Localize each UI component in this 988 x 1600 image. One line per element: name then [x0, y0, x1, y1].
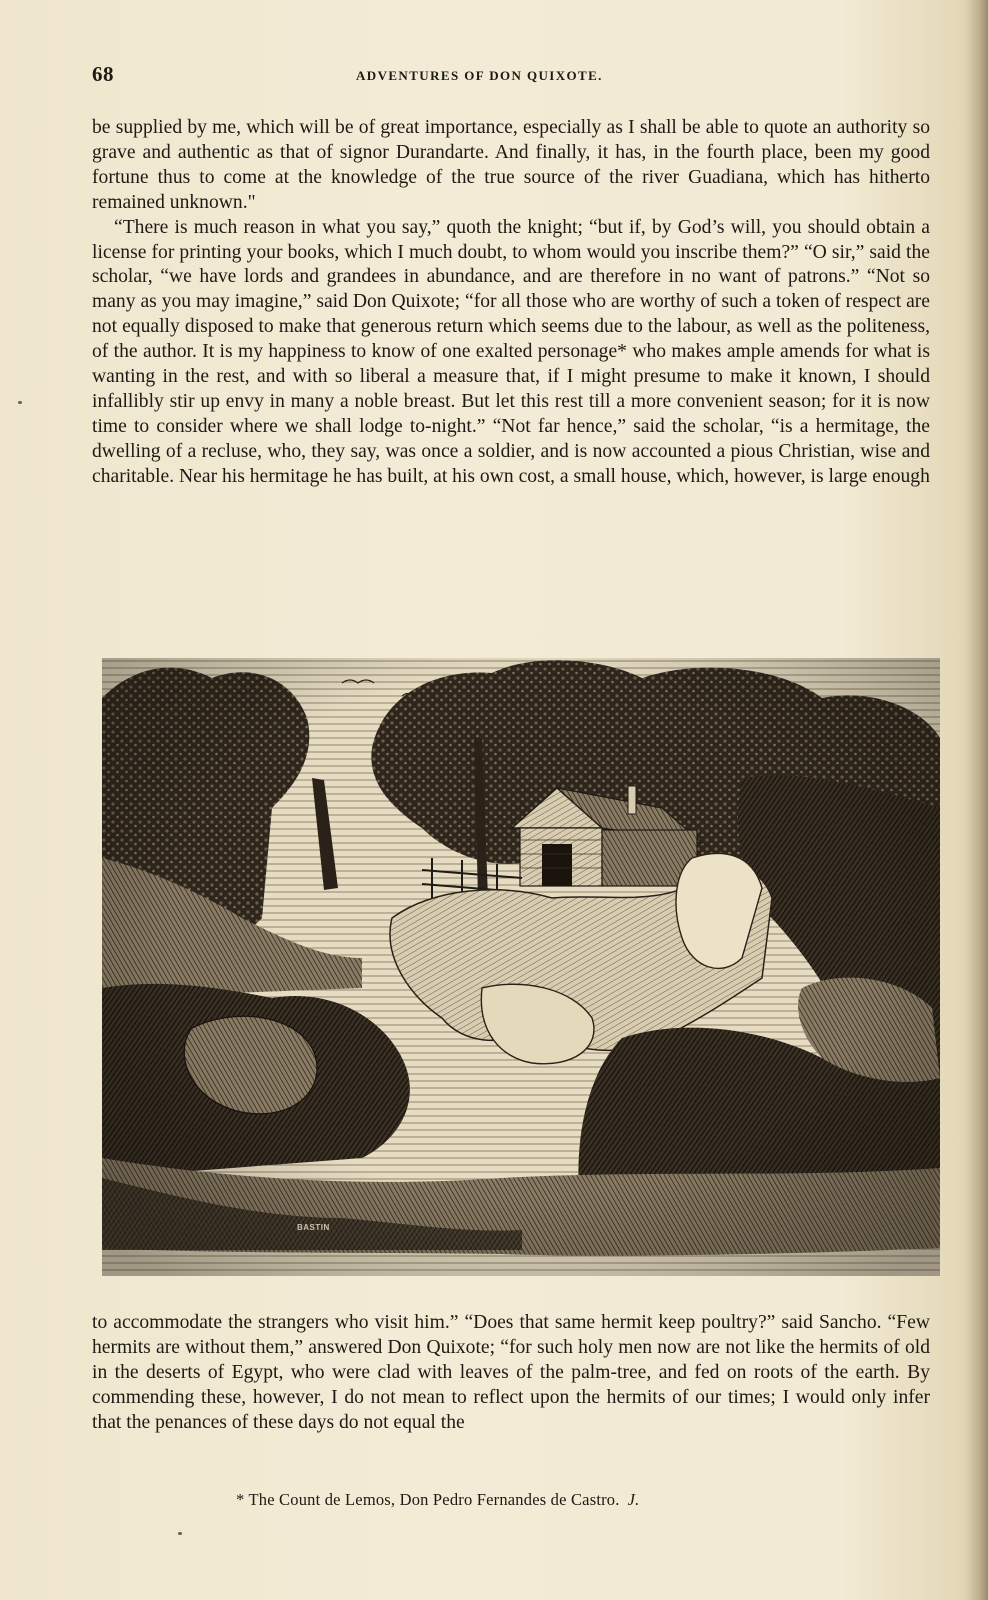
- footnote-initial: J.: [627, 1490, 640, 1509]
- page-edge-shadow: [966, 0, 988, 1600]
- paragraph-continuation: to accommodate the strangers who visit him.” “Does that same hermit keep poultry?” said Sancho. “Few hermits are without them,” answered Don Quixote; “for such holy men now are not like the hermits of old in the deserts of Egypt, who were clad with leaves of the palm-tree, and fed on roots of the earth. By commending these, however, I do not mean to reflect upon the hermits of our times; I would only infer that the penances of these days do not equal the: [92, 1312, 930, 1433]
- running-title: ADVENTURES OF DON QUIXOTE.: [356, 68, 603, 83]
- running-head: [92, 62, 930, 92]
- paper-speck: [18, 401, 22, 404]
- footnote-text: * The Count de Lemos, Don Pedro Fernandes de Castro.: [236, 1490, 620, 1509]
- engraving-vignette: [102, 658, 940, 1276]
- body-text-top: [92, 116, 930, 490]
- page-number: 68: [92, 62, 114, 86]
- footnote: [236, 1490, 639, 1510]
- paragraph-dialogue: “There is much reason in what you say,” quoth the knight; “but if, by God’s will, you should obtain a license for printing your books, which I much doubt, to whom would you inscribe them?” “O sir,” said the scholar, “we have lords and grandees in abundance, and are therefore in no want of patrons.” “Not so many as you may imagine,” said Don Quixote; “for all those who are worthy of such a token of respect are not equally disposed to make that generous return which seems due to the labour, as well as the politeness, of the author. It is my happiness to know of one exalted personage* who makes ample amends for what is wanting in the rest, and with so liberal a measure that, if I might presume to make it known, I should infallibly stir up envy in many a noble breast. But let this rest till a more convenient season; for it is now time to consider where we shall lodge to-night.” “Not far hence,” said the scholar, “is a hermitage, the dwelling of a recluse, who, they say, was once a soldier, and is now accounted a pious Christian, wise and charitable. Near his hermitage he has built, at his own cost, a small house, which, however, is large enough: [92, 216, 930, 487]
- hermitage-engraving: [102, 658, 940, 1276]
- paper-speck: [178, 1532, 182, 1535]
- paragraph-continuation: be supplied by me, which will be of great importance, especially as I shall be able to quote an authority so grave and authentic as that of signor Durandarte. And finally, it has, in the fourth place, been my good fortune thus to come at the knowledge of the true source of the river Guadiana, which has hitherto remained unknown.": [92, 117, 930, 213]
- body-text-bottom: [92, 1311, 930, 1436]
- engraving-drawing: [102, 658, 940, 1276]
